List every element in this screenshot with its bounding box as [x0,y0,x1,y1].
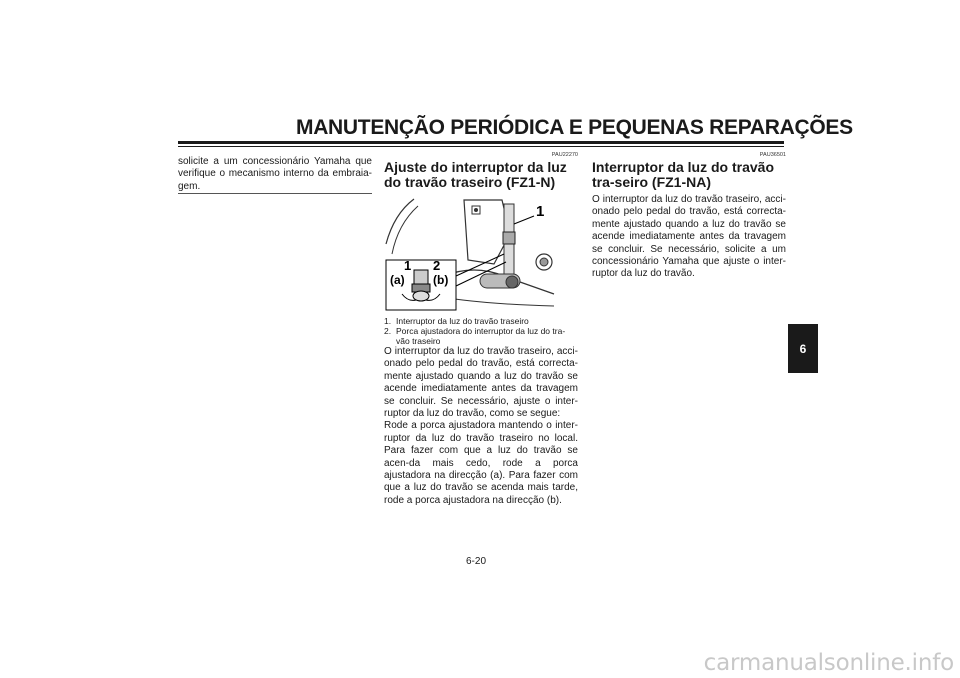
body-paragraph-2: Rode a porca ajustadora mantendo o inter-ruptor da luz do travão traseiro no local. Para fazer com que a luz do travão se acen-da mais cedo, rode a porca ajustadora na direcção (a). Para fazer com que a luz do travão se acenda mais tarde, rode a porca ajustadora na direcção (b). [384,420,578,506]
column-middle [384,152,578,507]
caption-text: Interruptor da luz do travão traseiro [396,316,529,326]
section-code: PAU36501 [759,152,786,158]
body-paragraph: O interruptor da luz do travão traseiro, acci-onado pelo pedal do travão, está correcta-mente ajustado quando a luz do travão se acende imediatamente antes da travagem se concluir. Se necessário, solicite a um concessionário Yamaha que ajuste o inter-ruptor da luz do travão. [592,194,786,280]
figure-label-b: (b) [433,273,449,287]
figure-label-a: (a) [390,273,405,287]
brake-switch-figure [384,194,556,312]
section-title: Interruptor da luz do travão tra-seiro (FZ1-NA) [592,159,775,190]
figure-label-2: 2 [433,258,441,273]
figure-label-1-main: 1 [536,203,545,220]
header-rule-thin [178,146,784,147]
caption-number: 2. [384,326,392,336]
column-right [592,152,786,281]
caption-number: 1. [384,316,392,326]
header-rule [178,141,784,144]
chapter-tab: 6 [788,324,818,373]
page-title: MANUTENÇÃO PERIÓDICA E PEQUENAS REPARAÇÕES [296,116,853,139]
section-title: Ajuste do interruptor da luz do travão traseiro (FZ1-N) [384,159,567,190]
watermark: carmanualsonline.info [703,650,954,676]
figure-caption [384,316,578,346]
caption-item [384,326,578,346]
section-code: PAU22270 [551,152,578,158]
column-left [178,156,372,193]
page-number: 6-20 [466,556,487,567]
caption-item [384,316,578,326]
left-paragraph: solicite a um concessionário Yamaha que verifique o mecanismo interno da embraia-gem. [178,156,372,192]
left-divider [178,193,372,194]
figure-label-1: 1 [404,258,412,273]
brake-switch-illustration [384,194,556,312]
body-paragraph-1: O interruptor da luz do travão traseiro, acci-onado pelo pedal do travão, está correcta-mente ajustado quando a luz do travão se acende imediatamente antes da travagem se concluir. Se necessário, ajuste o inter-ruptor da luz do travão, como se segue: [384,346,578,420]
caption-text: Porca ajustadora do interruptor da luz do tra-vão traseiro [396,326,566,346]
